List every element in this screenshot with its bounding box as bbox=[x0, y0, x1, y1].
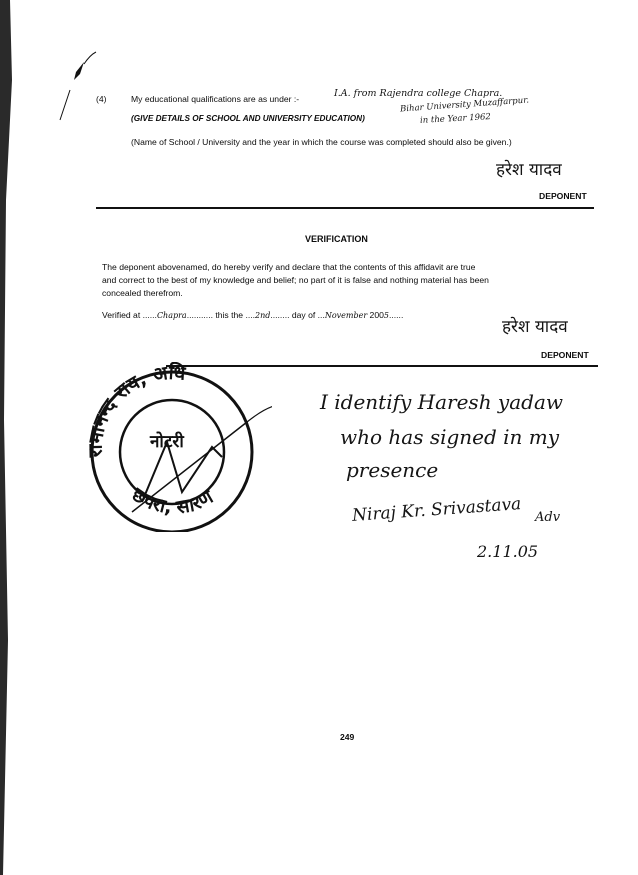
qualification-handwritten-2: Bihar University Muzaffarpur. bbox=[399, 95, 530, 115]
identify-note-line-2: who has signed in my bbox=[340, 425, 560, 449]
advocate-suffix: Adv bbox=[535, 510, 561, 525]
verified-mid-3: 200 bbox=[367, 310, 384, 320]
deponent-label-1: DEPONENT bbox=[539, 191, 587, 201]
verification-line-3: concealed therefrom. bbox=[102, 288, 183, 298]
divider-1 bbox=[96, 207, 594, 209]
deponent-label-2: DEPONENT bbox=[541, 350, 589, 360]
note-text: (Name of School / University and the year in which the course was completed should also be given.) bbox=[131, 137, 512, 147]
verification-line-2: and correct to the best of my knowledge and belief; no part of it is false and nothing material has been bbox=[102, 275, 489, 285]
notary-stamp bbox=[72, 362, 272, 532]
verified-mid-2: ........ day of ... bbox=[270, 310, 325, 320]
stamp-text-top: रामानन्द राय, अधि bbox=[84, 362, 187, 458]
verified-at-line bbox=[102, 310, 403, 321]
verified-place: Chapra bbox=[156, 311, 187, 320]
stamp-text-bottom: छपरा, सारण bbox=[127, 483, 217, 519]
verified-day: 2nd bbox=[255, 311, 271, 320]
identify-note-line-3: presence bbox=[346, 458, 439, 482]
give-details-heading: (GIVE DETAILS OF SCHOOL AND UNIVERSITY EDUCATION) bbox=[131, 114, 365, 123]
verified-suffix: ...... bbox=[389, 310, 404, 320]
verified-year-digit: 5 bbox=[383, 311, 389, 320]
page-number: 249 bbox=[340, 732, 355, 742]
verification-line-1: The deponent abovenamed, do hereby verify and declare that the contents of this affidavit are true bbox=[102, 262, 476, 272]
verification-title: VERIFICATION bbox=[305, 234, 368, 244]
verified-month: November bbox=[324, 311, 368, 320]
deponent-signature-2: हरेश यादव bbox=[502, 317, 568, 337]
advocate-signature: Niraj Kr. Srivastava bbox=[351, 494, 522, 526]
deponent-signature-1: हरेश यादव bbox=[496, 160, 562, 180]
identify-date: 2.11.05 bbox=[477, 542, 539, 561]
qualification-handwritten-3: in the Year 1962 bbox=[419, 112, 492, 126]
stamp-center-text: नोटरी bbox=[150, 432, 184, 452]
pen-mark-scribble bbox=[40, 50, 120, 140]
scan-edge-shadow bbox=[0, 0, 22, 875]
identify-note-line-1: I identify Haresh yadaw bbox=[320, 390, 563, 414]
item-number: (4) bbox=[96, 94, 107, 104]
qualification-handwritten-1: I.A. from Rajendra college Chapra. bbox=[334, 88, 503, 99]
verified-prefix: Verified at ...... bbox=[102, 310, 157, 320]
verified-mid-1: ........... this the .... bbox=[186, 310, 255, 320]
qualification-label: My educational qualifications are as under :- bbox=[131, 94, 300, 104]
